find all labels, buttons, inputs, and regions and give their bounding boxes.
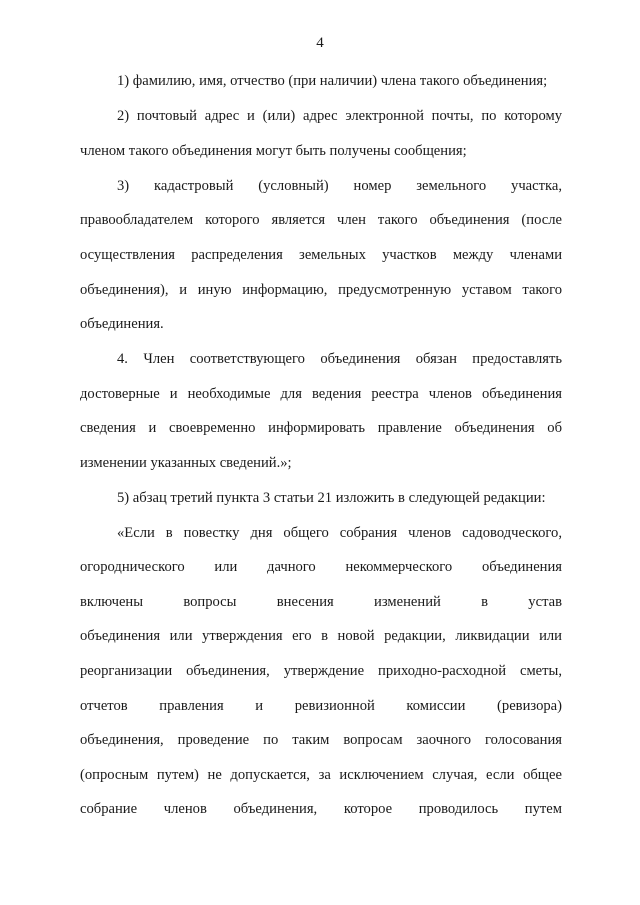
text-line: собрание членов объединения, которое проводилось путем: [80, 801, 562, 817]
text-line: 5) абзац третий пункта 3 статьи 21 изложить в следующей редакции:: [117, 490, 546, 506]
text-line: правообладателем которого является член такого объединения (после: [80, 212, 562, 228]
text-line: объединения), и иную информацию, предусмотренную уставом такого: [80, 282, 562, 298]
text-line: изменении указанных сведений.»;: [80, 455, 292, 471]
text-line: 1) фамилию, имя, отчество (при наличии) члена такого объединения;: [117, 73, 548, 89]
page-number: 4: [316, 35, 324, 51]
text-line: включены вопросы внесения изменений в устав: [80, 594, 562, 610]
text-line: объединения, проведение по таким вопросам заочного голосования: [80, 732, 562, 748]
text-line: достоверные и необходимые для ведения реестра членов объединения: [80, 386, 562, 402]
text-line: объединения или утверждения его в новой редакции, ликвидации или: [80, 628, 562, 644]
text-line: реорганизации объединения, утверждение приходно-расходной сметы,: [80, 663, 562, 679]
text-line: (опросным путем) не допускается, за исключением случая, если общее: [80, 767, 562, 783]
text-line: огороднического или дачного некоммерческого объединения: [80, 559, 562, 575]
text-line: 4. Член соответствующего объединения обязан предоставлять: [117, 351, 562, 367]
text-line: 3) кадастровый (условный) номер земельного участка,: [117, 178, 562, 194]
text-line: членом такого объединения могут быть получены сообщения;: [80, 143, 467, 159]
text-line: отчетов правления и ревизионной комиссии (ревизора): [80, 698, 562, 714]
text-line: 2) почтовый адрес и (или) адрес электронной почты, по которому: [117, 108, 562, 124]
text-line: «Если в повестку дня общего собрания членов садоводческого,: [117, 525, 562, 541]
text-line: осуществления распределения земельных участков между членами: [80, 247, 562, 263]
text-line: объединения.: [80, 316, 164, 332]
text-line: сведения и своевременно информировать правление объединения об: [80, 420, 562, 436]
